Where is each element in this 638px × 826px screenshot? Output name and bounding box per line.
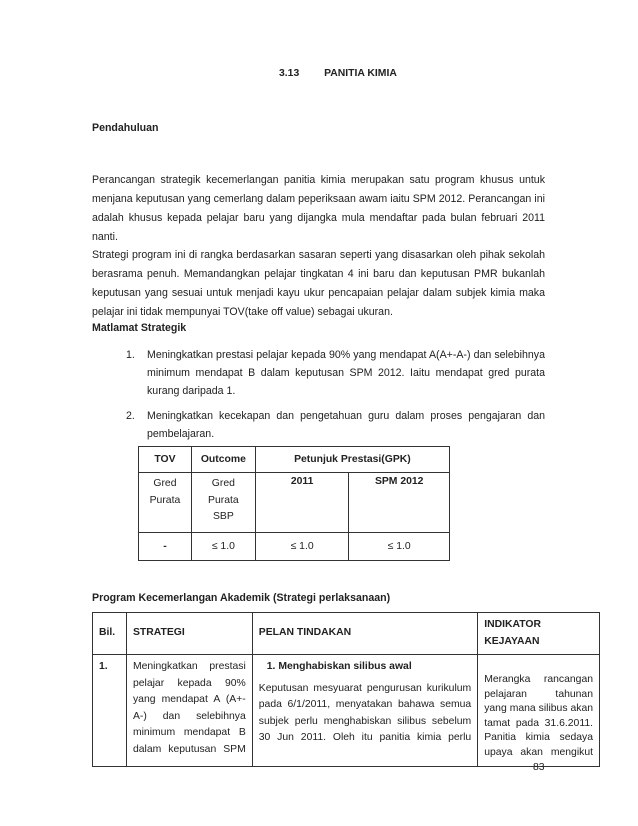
cell-line: Panitia kimia sedaya [484,732,593,743]
section-number: 3.13 [279,68,300,79]
value-2011: ≤ 1.0 [255,533,349,561]
tov-header: TOV [139,447,192,473]
cell-line: Keputusan mesyuarat pengurusan kurikulum [258,682,472,694]
cell-line: Purata [149,494,181,506]
item-number: 2. [126,410,135,422]
value-spm-2012: ≤ 1.0 [349,533,450,561]
intro-paragraph-2 [92,246,545,322]
bil-header: Bil. [93,613,127,655]
tov-row-2 [139,473,450,533]
item-line: minimum mendapat B dalam keputusan SPM 2012. Iaitu mendapat gred purata [147,367,545,379]
spm-2012-header: SPM 2012 [349,473,450,533]
item-line: Meningkatkan kecekapan dan pengetahuan guru dalam proses pengajaran dan [147,410,545,422]
intro-paragraph-1 [92,171,545,247]
para2-line: pelajar ini tidak mempunyai TOV(take off value) sebagai ukuran. [92,306,393,318]
indikator-header: INDIKATOR KEJAYAAN [478,613,600,655]
program-title: Program Kecemerlangan Akademik (Strategi perlaksanaan) [92,592,391,604]
cell-line: dalam keputusan SPM [132,743,246,755]
section-title: PANITIA KIMIA [324,68,397,79]
para1-line: menjana keputusan yang cemerlang dalam peperiksaan awam iaitu SPM 2012. Perancangan ini [92,193,545,205]
bil-value: 1. [93,655,127,767]
para1-line: adalah khusus kepada pelajar baru yang dijangka mula mendaftar pada bulan februari 2011 [92,212,545,224]
para2-line: Strategi program ini di rangka berdasarkan sasaran seperti yang disasarkan oleh pihak sekolah [92,249,545,261]
outcome-gred-cell [191,473,255,533]
year-2011-header: 2011 [255,473,349,533]
strategi-cell [126,655,252,767]
item-line: pembelajaran. [147,428,215,440]
cell-line: Merangka rancangan [484,674,593,685]
cell-line: tamat pada 31.6.2011. [484,717,593,729]
item-number: 1. [126,349,135,361]
tov-row-3 [139,533,450,561]
indikator-cell [478,655,600,767]
cell-line: upaya akan mengikut [484,746,593,758]
cell-line: SBP [212,511,234,522]
matlamat-title: Matlamat Strategik [92,322,187,334]
para1-line: nanti. [92,231,118,243]
item-line: kurang daripada 1. [147,385,236,397]
cell-line: A-) dan selebihnya [132,710,246,722]
page-number: 83 [533,762,545,773]
cell-line: Purata [208,494,239,506]
program-table [92,612,600,767]
item-line: Meningkatkan prestasi pelajar kepada 90% yang mendapat A(A+-A-) dan selebihnya [147,349,545,361]
para1-line: Perancangan strategik kecemerlangan panitia kimia merupakan satu program khusus untuk [92,174,545,186]
gpk-header: Petunjuk Prestasi(GPK) [255,447,449,473]
cell-line: pelajar kepada 90% [132,677,246,689]
cell-line: Meningkatkan prestasi [132,661,246,672]
pelan-cell [252,655,477,767]
pelan-header: PELAN TINDAKAN [252,613,477,655]
matlamat-item-2 [126,407,545,443]
para2-line: keputusan yang sesuai untuk menjadi kayu ukur pencapaian pelajar dalam subjek kimia maka [92,287,545,299]
program-header-row [93,613,600,655]
cell-line: pelajaran tahunan [484,688,593,700]
cell-line: pada 6/1/2011, menyatakan bahawa semua [258,699,472,710]
cell-line: Gred [211,478,235,489]
cell-line: yang mana silibus akan [484,703,593,714]
tov-table [138,446,450,561]
outcome-value: ≤ 1.0 [191,533,255,561]
para2-line: berasrama penuh. Memandangkan pelajar tingkatan 4 ini baru dan keputusan PMR bukanlah [92,268,545,280]
program-row-1 [93,655,600,767]
matlamat-item-1 [126,346,545,400]
cell-line: Gred [153,478,177,489]
outcome-header: Outcome [191,447,255,473]
tov-gred-cell [139,473,192,533]
strategi-header: STRATEGI [126,613,252,655]
cell-line: minimum mendapat B [132,727,246,738]
cell-line: subjek perlu menghabiskan silibus sebelum [258,715,472,727]
tov-value: - [139,533,192,561]
pelan-subheading: 1. Menghabiskan silibus awal [266,661,412,672]
pendahuluan-title: Pendahuluan [92,122,159,134]
section-heading [279,68,397,79]
cell-line: 30 Jun 2011. Oleh itu panitia kimia perlu [258,732,472,743]
tov-header-row [139,447,450,473]
cell-line: yang mendapat A (A+- [132,694,246,705]
